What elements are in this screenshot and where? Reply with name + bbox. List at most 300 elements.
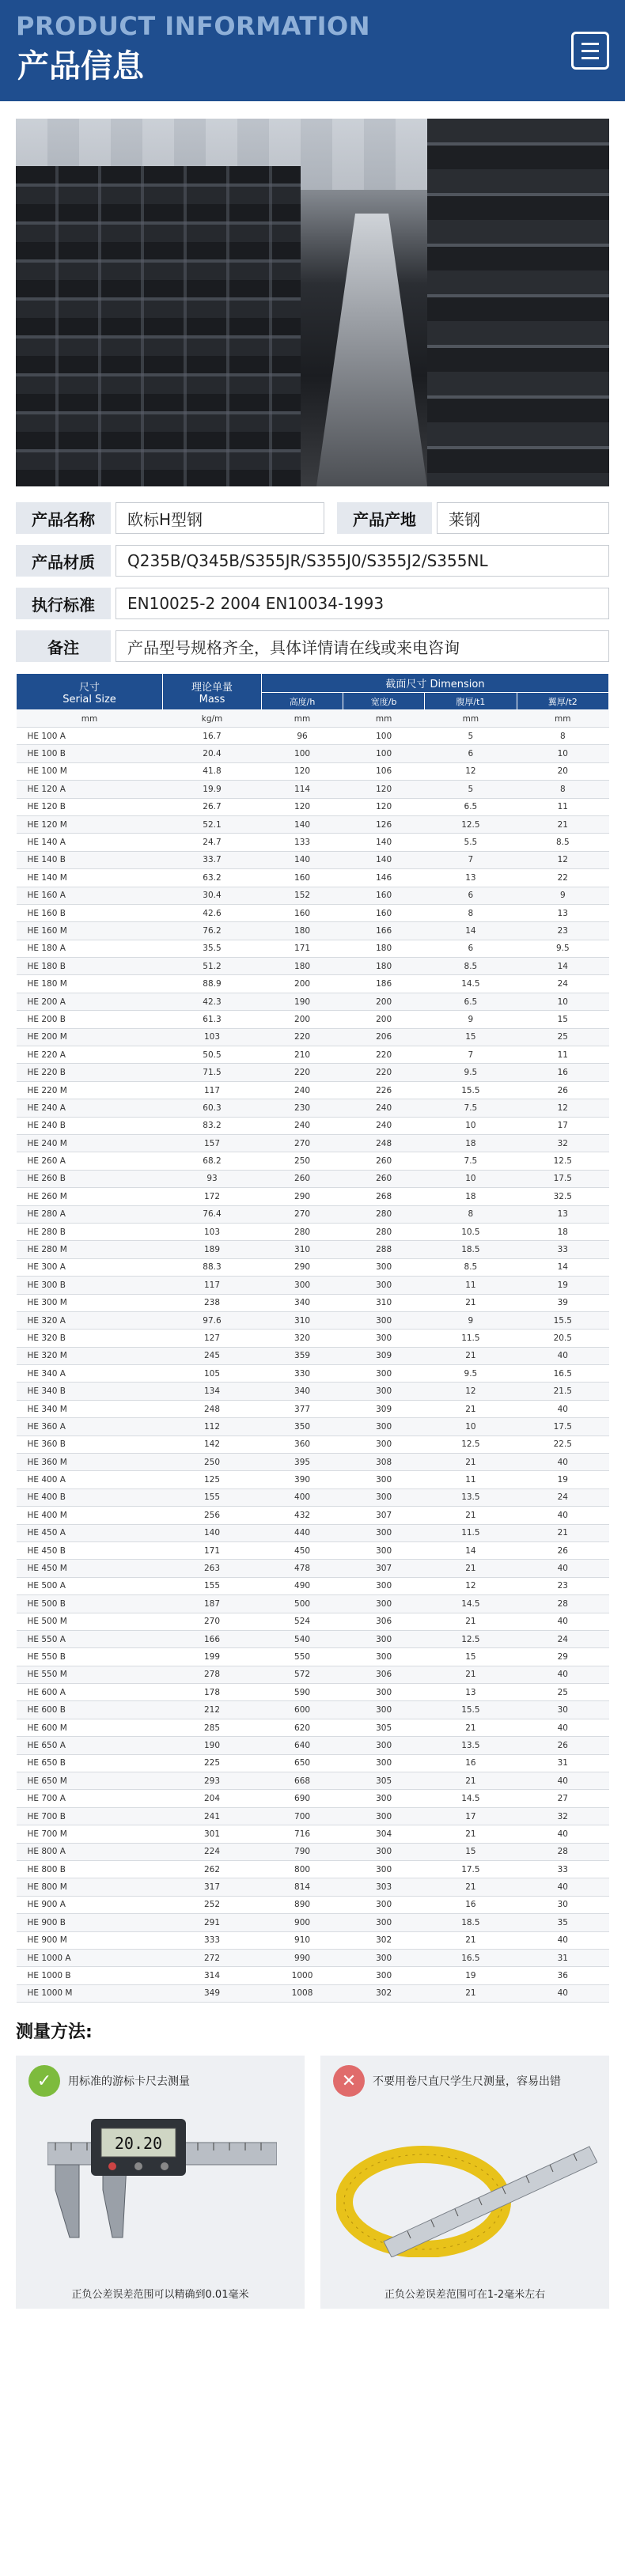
cell-value: 30.4 [163,887,262,904]
cell-value: 112 [163,1418,262,1436]
cell-value: 11 [425,1277,517,1294]
header-title-cn: 产品信息 [17,48,144,85]
cell-value: 100 [343,745,425,762]
cell-value: 262 [163,1861,262,1878]
cell-value: 304 [343,1825,425,1843]
cell-value: 93 [163,1170,262,1187]
table-row [17,1754,609,1772]
cell-value: 40 [517,1507,608,1524]
cell-value: 640 [262,1737,343,1754]
cell-value: 12 [517,851,608,868]
cell-value: 15 [425,1648,517,1666]
cell-value: 140 [262,851,343,868]
cell-value: 1008 [262,1984,343,2002]
cell-value: 20 [517,762,608,780]
cell-value: 103 [163,1223,262,1240]
table-row [17,1807,609,1825]
cell-value: 716 [262,1825,343,1843]
info-row-name-origin [16,502,609,534]
cell-value: 900 [262,1914,343,1931]
caliper-text: 用标准的游标卡尺去测量 [68,2075,190,2089]
cell-value: 40 [517,1454,608,1471]
cell-size: HE 120 B [17,798,163,815]
cell-value: 300 [343,1524,425,1541]
cell-value: 6 [425,940,517,957]
cell-value: 306 [343,1613,425,1630]
table-row [17,1577,609,1594]
table-row [17,1701,609,1719]
cell-value: 146 [343,869,425,887]
cell-value: 50.5 [163,1046,262,1064]
cell-value: 307 [343,1560,425,1577]
table-row [17,1595,609,1613]
cell-size: HE 900 M [17,1931,163,1949]
table-row [17,1984,609,2002]
cell-value: 21 [425,1560,517,1577]
cell-value: 690 [262,1790,343,1807]
cell-size: HE 360 M [17,1454,163,1471]
measure-title: 测量方法: [16,2022,93,2043]
cell-value: 12 [425,1577,517,1594]
cell-size: HE 240 A [17,1099,163,1117]
table-row [17,1825,609,1843]
table-row [17,834,609,851]
table-row [17,1967,609,1984]
table-row [17,1436,609,1453]
cell-value: 15.5 [425,1081,517,1099]
cell-size: HE 200 A [17,993,163,1010]
table-row [17,851,609,868]
cell-size: HE 600 A [17,1684,163,1701]
cell-value: 76.4 [163,1205,262,1223]
cell-value: 263 [163,1560,262,1577]
cell-value: 42.3 [163,993,262,1010]
cell-size: HE 340 M [17,1400,163,1417]
cell-size: HE 260 A [17,1152,163,1170]
cell-value: 120 [343,798,425,815]
cell-value: 71.5 [163,1064,262,1081]
cell-value: 103 [163,1028,262,1046]
cell-value: 32.5 [517,1188,608,1205]
cell-value: 106 [343,762,425,780]
cell-size: HE 220 B [17,1064,163,1081]
cell-value: 25 [517,1684,608,1701]
cell-value: 9.5 [517,940,608,957]
cell-value: 21 [425,1931,517,1949]
cell-value: 31 [517,1949,608,1966]
cell-value: 133 [262,834,343,851]
table-row [17,1524,609,1541]
cell-value: 40 [517,1613,608,1630]
cell-value: 186 [343,975,425,993]
cell-value: 300 [343,1790,425,1807]
cell-value: 160 [343,887,425,904]
cell-value: 248 [343,1134,425,1152]
cell-value: 24 [517,975,608,993]
cell-value: 241 [163,1807,262,1825]
cell-value: 142 [163,1436,262,1453]
cell-value: 88.9 [163,975,262,993]
cell-value: 35.5 [163,940,262,957]
cell-value: 15 [425,1028,517,1046]
cell-value: 105 [163,1365,262,1383]
cell-value: 300 [343,1754,425,1772]
cell-value: 395 [262,1454,343,1471]
check-icon: ✓ [28,2065,60,2097]
cell-value: 268 [343,1188,425,1205]
cell-value: 790 [262,1843,343,1860]
table-row [17,1152,609,1170]
cell-size: HE 340 A [17,1365,163,1383]
table-row [17,1365,609,1383]
table-row [17,1418,609,1436]
table-row [17,1931,609,1949]
cell-value: 160 [343,904,425,921]
cell-value: 140 [163,1524,262,1541]
cell-value: 301 [163,1825,262,1843]
cell-value: 288 [343,1241,425,1258]
cell-value: 200 [262,975,343,993]
cell-value: 300 [343,1365,425,1383]
tape-foot: 正负公差误差范围可在1-2毫米左右 [384,2289,546,2302]
cell-value: 13.5 [425,1737,517,1754]
cell-value: 160 [262,869,343,887]
cell-value: 21 [517,1524,608,1541]
cell-value: 349 [163,1984,262,2002]
cell-size: HE 1000 M [17,1984,163,2002]
cell-value: 88.3 [163,1258,262,1276]
material-label: 产品材质 [16,545,111,577]
cell-value: 155 [163,1577,262,1594]
caliper-icon [47,2119,277,2245]
cell-size: HE 180 M [17,975,163,993]
cell-value: 14 [517,958,608,975]
table-row [17,940,609,957]
cell-value: 6 [425,745,517,762]
cell-size: HE 260 B [17,1170,163,1187]
cell-value: 61.3 [163,1011,262,1028]
cell-value: 8.5 [517,834,608,851]
header-width: 宽度/b [343,693,425,710]
header-flange: 翼厚/t2 [517,693,608,710]
table-row [17,1737,609,1754]
cell-value: 440 [262,1524,343,1541]
cell-value: 60.3 [163,1099,262,1117]
cell-value: 16.5 [517,1365,608,1383]
cell-value: 6.5 [425,798,517,815]
product-info [16,502,609,662]
cell-value: 285 [163,1719,262,1736]
cell-value: 28 [517,1843,608,1860]
cell-size: HE 320 M [17,1347,163,1364]
cell-value: 300 [343,1684,425,1701]
cell-value: 7 [425,851,517,868]
cell-size: HE 240 M [17,1134,163,1152]
cell-value: 5 [425,781,517,798]
cell-size: HE 360 A [17,1418,163,1436]
cell-value: 206 [343,1028,425,1046]
cell-value: 300 [343,1896,425,1913]
cell-value: 17.5 [517,1170,608,1187]
cell-value: 17.5 [425,1861,517,1878]
cell-size: HE 100 B [17,745,163,762]
cell-value: 16.7 [163,728,262,745]
cell-value: 21 [425,1719,517,1736]
cell-value: 650 [262,1754,343,1772]
cell-value: 14.5 [425,975,517,993]
cell-size: HE 1000 B [17,1967,163,1984]
cell-value: 35 [517,1914,608,1931]
cell-value: 13 [425,869,517,887]
cell-size: HE 800 A [17,1843,163,1860]
table-row [17,1400,609,1417]
table-row [17,1507,609,1524]
cell-size: HE 600 B [17,1701,163,1719]
cell-value: 180 [343,940,425,957]
cell-value: 13 [517,1205,608,1223]
table-row [17,1311,609,1329]
cell-value: 10 [517,745,608,762]
cell-value: 26.7 [163,798,262,815]
info-row-material [16,545,609,577]
cell-value: 8.5 [425,1258,517,1276]
cell-value: 152 [262,887,343,904]
table-row [17,1046,609,1064]
cell-value: 8.5 [425,958,517,975]
cell-value: 256 [163,1507,262,1524]
cell-value: 248 [163,1400,262,1417]
standard-value: EN10025-2 2004 EN10034-1993 [116,588,609,619]
spec-table [16,673,609,2003]
cell-value: 140 [262,815,343,833]
cell-size: HE 140 M [17,869,163,887]
cell-size: HE 550 B [17,1648,163,1666]
cell-value: 199 [163,1648,262,1666]
cell-value: 620 [262,1719,343,1736]
cell-value: 40 [517,1825,608,1843]
cell-value: 27 [517,1790,608,1807]
cell-size: HE 200 B [17,1011,163,1028]
cell-value: 245 [163,1347,262,1364]
cell-value: 166 [163,1630,262,1647]
caliper-reading: 20.20 [114,2134,163,2154]
cell-value: 260 [343,1152,425,1170]
cell-value: 5.5 [425,834,517,851]
cell-value: 320 [262,1330,343,1347]
cell-value: 30 [517,1701,608,1719]
cell-size: HE 220 A [17,1046,163,1064]
table-row [17,1541,609,1559]
cell-value: 134 [163,1383,262,1400]
cell-value: 309 [343,1347,425,1364]
table-row [17,869,609,887]
table-row [17,1878,609,1896]
cell-value: 250 [262,1152,343,1170]
cell-value: 300 [343,1861,425,1878]
cell-value: 540 [262,1630,343,1647]
cell-value: 126 [343,815,425,833]
cell-value: 220 [343,1046,425,1064]
tape-card [320,2056,609,2309]
table-row [17,781,609,798]
cell-value: 21 [425,1294,517,1311]
cell-value: 19 [517,1277,608,1294]
table-row [17,1560,609,1577]
cell-value: 200 [262,1011,343,1028]
spec-table-wrap [16,673,609,2003]
cell-size: HE 400 B [17,1488,163,1506]
cell-value: 40 [517,1931,608,1949]
cell-value: 11 [425,1471,517,1488]
cell-value: 32 [517,1134,608,1152]
cell-value: 220 [262,1028,343,1046]
cell-value: 600 [262,1701,343,1719]
cell-value: 9.5 [425,1064,517,1081]
cell-value: 40 [517,1400,608,1417]
cell-value: 700 [262,1807,343,1825]
cell-value: 15 [517,1011,608,1028]
cell-size: HE 550 A [17,1630,163,1647]
cell-value: 330 [262,1365,343,1383]
cell-value: 12.5 [517,1152,608,1170]
cell-value: 300 [343,1577,425,1594]
cell-value: 14 [517,1258,608,1276]
cell-value: 12.5 [425,1436,517,1453]
cell-value: 171 [262,940,343,957]
cell-size: HE 240 B [17,1117,163,1134]
warehouse-photo [16,119,609,486]
cell-value: 32 [517,1807,608,1825]
cell-value: 21 [425,1507,517,1524]
cell-value: 1000 [262,1967,343,1984]
cell-value: 668 [262,1772,343,1790]
cell-value: 14.5 [425,1790,517,1807]
table-row [17,1613,609,1630]
cell-value: 800 [262,1861,343,1878]
header-dimension: 截面尺寸 Dimension [262,674,609,693]
cell-value: 155 [163,1488,262,1506]
table-row [17,1099,609,1117]
cell-value: 31 [517,1754,608,1772]
cell-value: 180 [262,958,343,975]
cell-value: 190 [163,1737,262,1754]
cell-value: 291 [163,1914,262,1931]
cell-value: 21.5 [517,1383,608,1400]
info-row-note [16,630,609,662]
cell-size: HE 650 M [17,1772,163,1790]
cell-value: 15 [425,1843,517,1860]
note-label: 备注 [16,630,111,662]
table-row [17,958,609,975]
cell-size: HE 900 A [17,1896,163,1913]
cell-value: 300 [343,1330,425,1347]
table-row [17,975,609,993]
cell-value: 21 [517,815,608,833]
cell-value: 100 [262,745,343,762]
cell-value: 189 [163,1241,262,1258]
cell-value: 8 [425,904,517,921]
cell-value: 500 [262,1595,343,1613]
cell-value: 12 [425,762,517,780]
cell-value: 21 [425,1772,517,1790]
cell-value: 300 [343,1843,425,1860]
cell-value: 36 [517,1967,608,1984]
cell-size: HE 700 A [17,1790,163,1807]
cell-value: 14 [425,922,517,940]
cell-value: 11.5 [425,1524,517,1541]
cell-size: HE 320 A [17,1311,163,1329]
cell-value: 310 [262,1311,343,1329]
table-row [17,1666,609,1683]
cell-value: 97.6 [163,1311,262,1329]
cell-value: 11 [517,798,608,815]
cell-value: 252 [163,1896,262,1913]
cell-value: 590 [262,1684,343,1701]
cell-size: HE 450 B [17,1541,163,1559]
cell-value: 270 [262,1134,343,1152]
table-row [17,1896,609,1913]
cell-value: 290 [262,1188,343,1205]
cell-size: HE 300 M [17,1294,163,1311]
cell-value: 114 [262,781,343,798]
cell-value: 83.2 [163,1117,262,1134]
cell-value: 178 [163,1684,262,1701]
cell-value: 9 [517,887,608,904]
cell-value: 300 [343,1914,425,1931]
cell-value: 18 [425,1188,517,1205]
cell-value: 172 [163,1188,262,1205]
cell-value: 210 [262,1046,343,1064]
table-row [17,1170,609,1187]
table-row [17,745,609,762]
cell-value: 18 [517,1223,608,1240]
cell-value: 6 [425,887,517,904]
cell-value: 15.5 [517,1311,608,1329]
cell-value: 300 [343,1737,425,1754]
table-row [17,728,609,745]
table-row [17,1011,609,1028]
cell-value: 160 [262,904,343,921]
cell-value: 125 [163,1471,262,1488]
table-row [17,1347,609,1364]
cell-value: 17 [425,1807,517,1825]
cell-value: 890 [262,1896,343,1913]
cell-value: 300 [262,1277,343,1294]
cell-size: HE 600 M [17,1719,163,1736]
cell-size: HE 300 A [17,1258,163,1276]
cell-value: 9 [425,1311,517,1329]
cell-value: 29 [517,1648,608,1666]
cell-value: 17.5 [517,1418,608,1436]
menu-icon[interactable] [571,32,609,70]
cell-value: 13 [425,1684,517,1701]
cell-value: 15.5 [425,1701,517,1719]
cell-value: 400 [262,1488,343,1506]
cell-value: 40 [517,1560,608,1577]
cell-value: 300 [343,1258,425,1276]
tape-text: 不要用卷尺直尺学生尺测量，容易出错 [373,2075,561,2089]
cell-value: 76.2 [163,922,262,940]
cell-size: HE 800 B [17,1861,163,1878]
cell-value: 21 [425,1400,517,1417]
cell-value: 52.1 [163,815,262,833]
cell-value: 300 [343,1807,425,1825]
cell-size: HE 320 B [17,1330,163,1347]
cell-size: HE 900 B [17,1914,163,1931]
cell-value: 180 [262,922,343,940]
cell-value: 10 [425,1418,517,1436]
table-row [17,1648,609,1666]
